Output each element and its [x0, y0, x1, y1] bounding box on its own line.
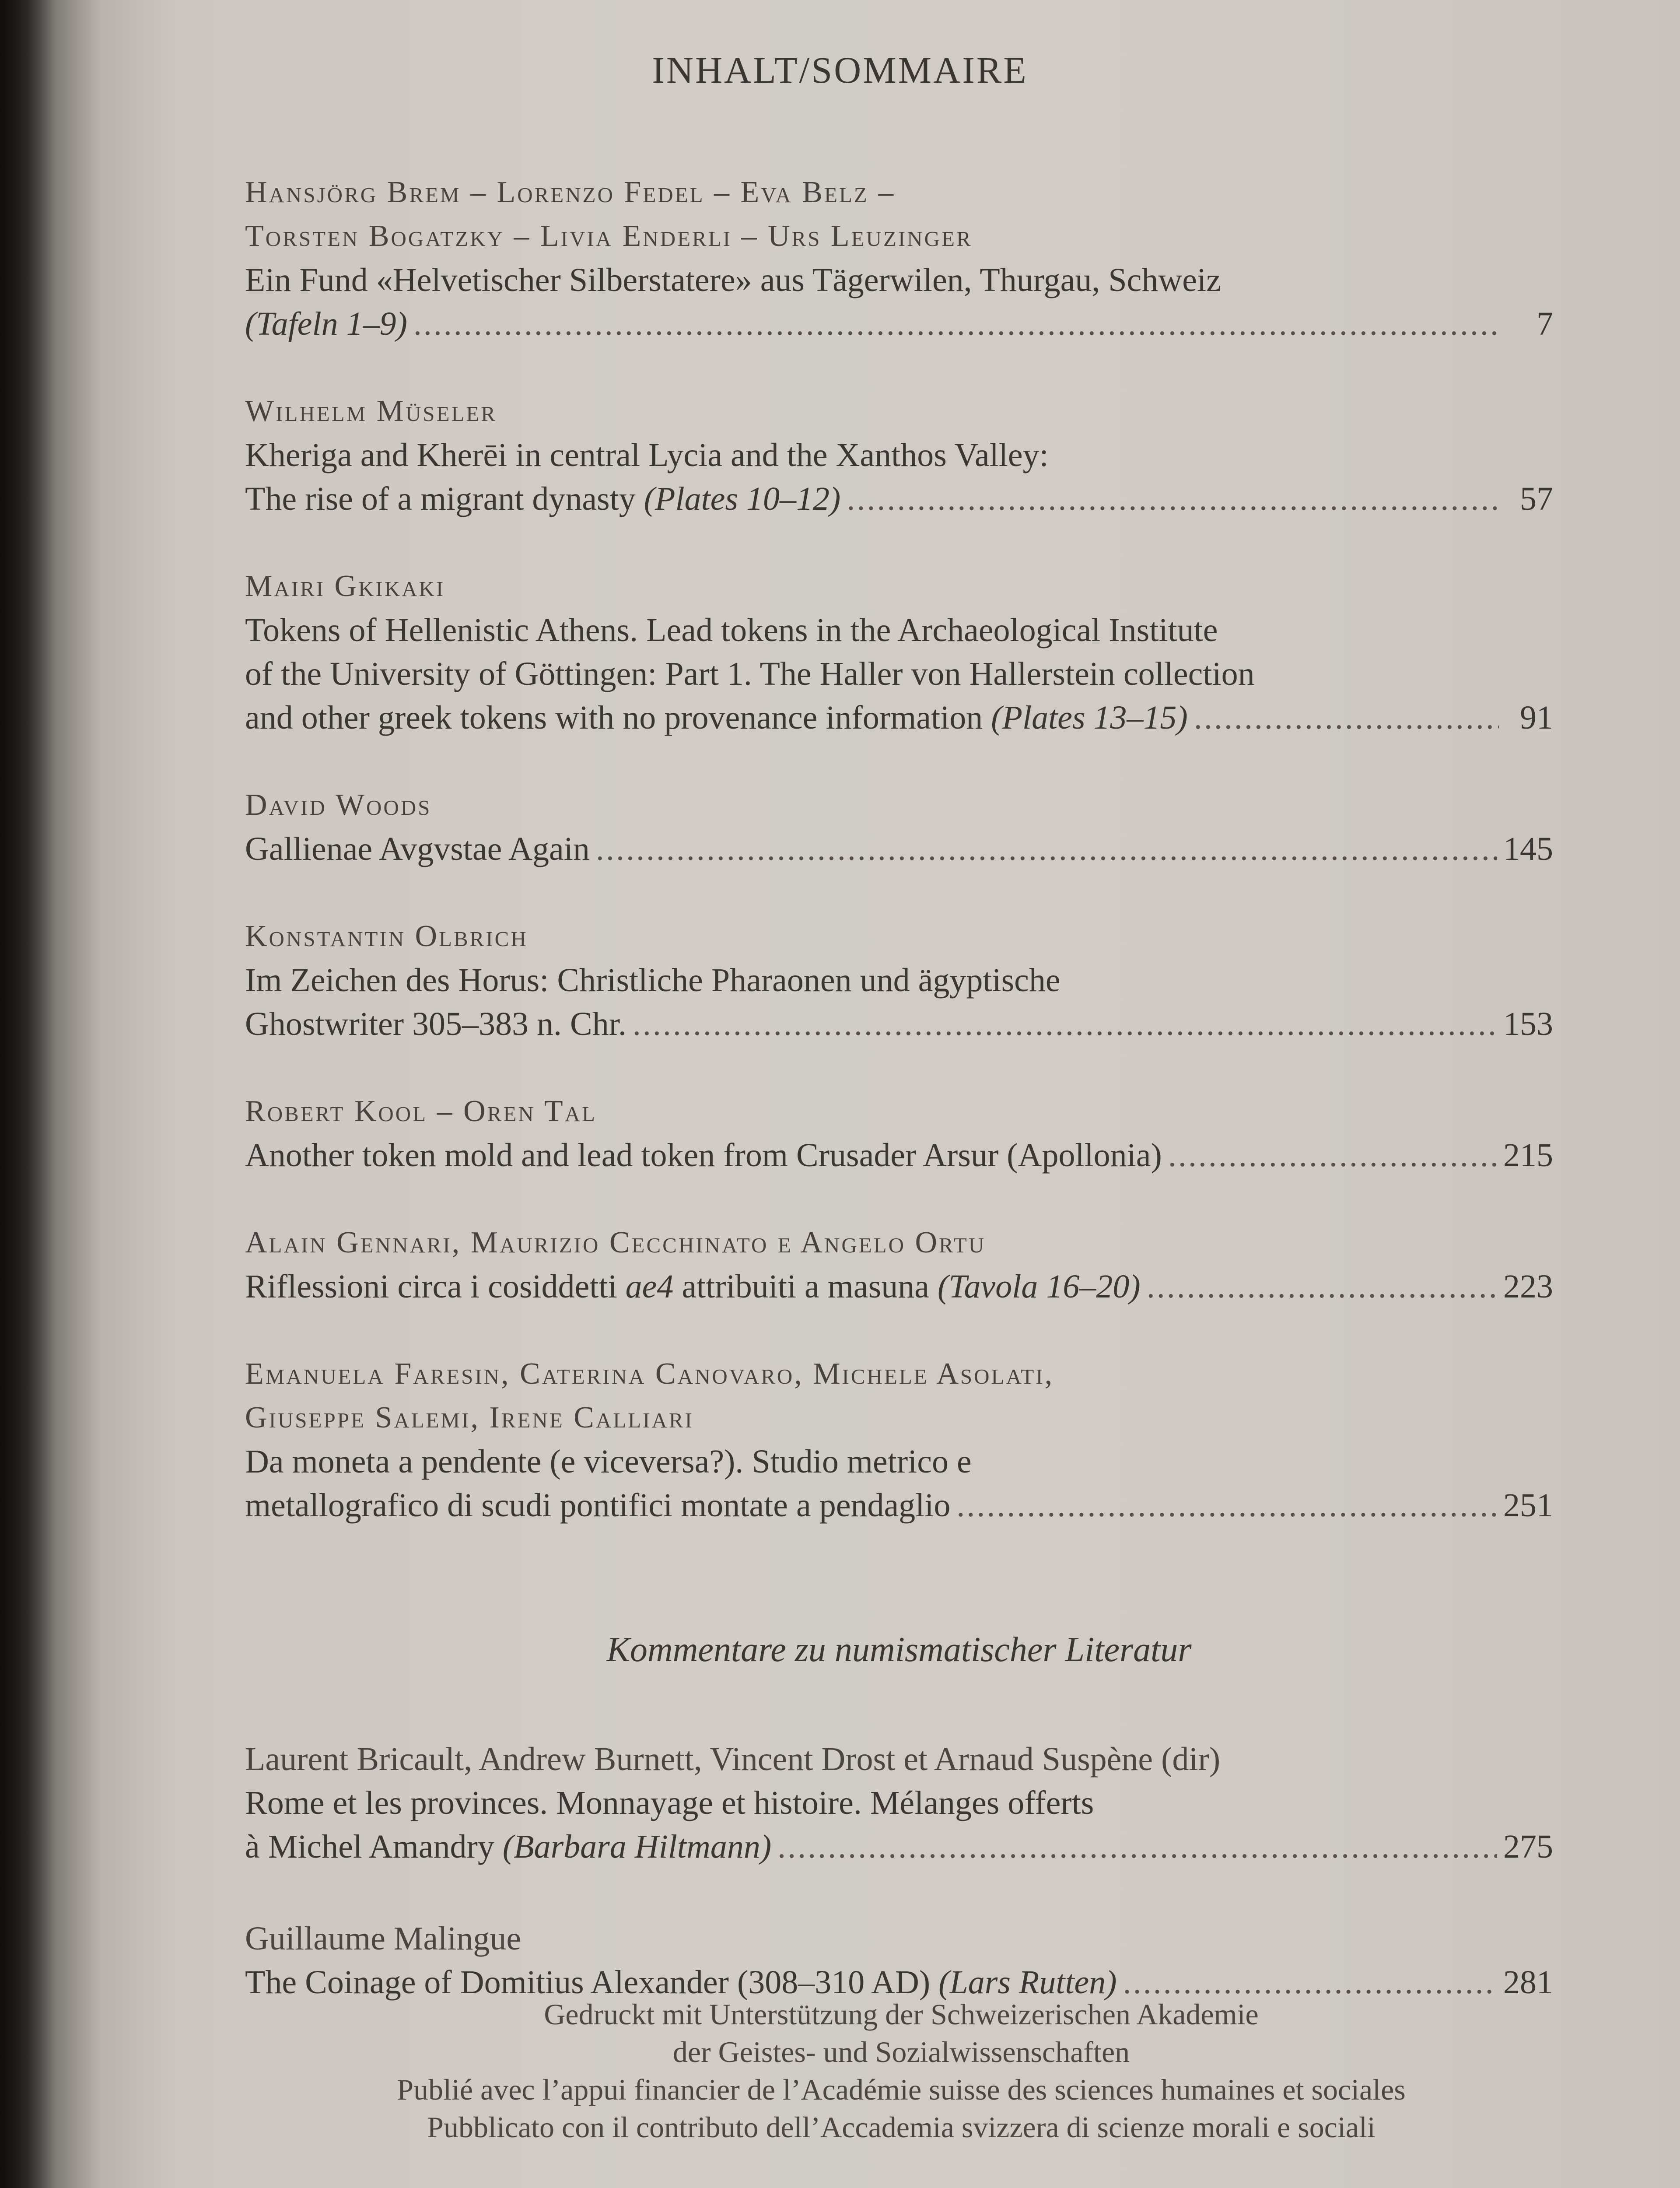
review-reviewer: (Lars Rutten) — [938, 1964, 1117, 2001]
entry-title-end: Another token mold and lead token from Crusader Arsur (Apollonia) — [245, 1137, 1162, 1174]
leader-dots — [413, 302, 1499, 346]
imprint-line: der Geistes- und Sozialwissenschaften — [672, 2035, 1130, 2069]
entry-title-line: Ein Fund «Helvetischer Silberstatere» aus Tägerwilen, Thurgau, Schweiz — [245, 262, 1221, 298]
toc-entry — [245, 1221, 1553, 1308]
entry-page-number: 57 — [1520, 480, 1553, 517]
entry-last-line — [245, 1002, 1553, 1046]
imprint-line: Pubblicato con il contributo dell’Accademia svizzera di scienze morali e sociali — [427, 2111, 1376, 2144]
toc-entry — [245, 565, 1553, 740]
toc-entry — [245, 915, 1553, 1046]
review-title-end: The Coinage of Domitius Alexander (308–310 AD) (Lars Rutten) — [245, 1964, 1117, 2001]
entry-authors: Konstantin Olbrich — [245, 919, 528, 953]
review-last-line — [245, 1825, 1553, 1869]
entry-page-number: 215 — [1503, 1137, 1553, 1174]
entry-last-line — [245, 1133, 1553, 1177]
entry-last-line — [245, 1483, 1553, 1527]
entry-last-line — [245, 477, 1553, 521]
leader-dots — [596, 827, 1497, 871]
entry-page-number: 153 — [1503, 1006, 1553, 1042]
entry-title-end: metallografico di scudi pontifici montate a pendaglio — [245, 1487, 951, 1524]
leader-dots — [633, 1002, 1497, 1046]
entry-authors: Mairi Gkikaki — [245, 569, 445, 603]
page-title: INHALT/SOMMAIRE — [652, 49, 1028, 91]
toc-entry — [245, 389, 1553, 521]
entry-authors: Giuseppe Salemi, Irene Calliari — [245, 1401, 694, 1434]
entry-title-line: Im Zeichen des Horus: Christliche Pharaonen und ägyptische — [245, 962, 1060, 999]
reviews-list — [245, 1737, 1553, 2004]
toc-entry — [245, 1352, 1553, 1527]
entry-authors: Robert Kool – Oren Tal — [245, 1094, 597, 1128]
imprint-line: Gedruckt mit Unterstützung der Schweizerischen Akademie — [544, 1998, 1259, 2031]
review-reviewer: (Barbara Hiltmann) — [502, 1828, 772, 1865]
review-authors: Laurent Bricault, Andrew Burnett, Vincent Drost et Arnaud Suspène (dir) — [245, 1741, 1221, 1778]
imprint-line: Publié avec l’appui financier de l’Académie suisse des sciences humaines et sociales — [397, 2073, 1406, 2106]
reviews-heading: Kommentare zu numismatischer Literatur — [606, 1630, 1192, 1669]
entry-plates: (Tafeln 1–9) — [245, 305, 407, 342]
entry-plates: (Tavola 16–20) — [937, 1268, 1141, 1305]
toc-entry — [245, 1090, 1553, 1177]
entry-page-number: 91 — [1520, 699, 1553, 736]
review-title-end: à Michel Amandry (Barbara Hiltmann) — [245, 1828, 772, 1865]
entry-title-line: Kheriga and Kherēi in central Lycia and the Xanthos Valley: — [245, 437, 1049, 473]
entry-title-end: Ghostwriter 305–383 n. Chr. — [245, 1006, 626, 1042]
entry-title-line: Da moneta a pendente (e viceversa?). Studio metrico e — [245, 1443, 972, 1480]
entry-title-end: Gallienae Avgvstae Again — [245, 831, 590, 867]
review-entry — [245, 1917, 1553, 2004]
leader-dots — [1147, 1265, 1497, 1308]
review-page-number: 275 — [1503, 1828, 1553, 1865]
leader-dots — [1168, 1133, 1497, 1177]
entry-page-number: 251 — [1503, 1487, 1553, 1524]
leader-dots — [777, 1825, 1497, 1869]
entry-plates: (Plates 13–15) — [991, 699, 1188, 736]
entry-authors: Wilhelm Müseler — [245, 394, 497, 428]
entry-authors: David Woods — [245, 788, 432, 822]
entry-last-line — [245, 696, 1553, 740]
review-title-line: Rome et les provinces. Monnayage et histoire. Mélanges offerts — [245, 1785, 1094, 1821]
entry-authors: Emanuela Faresin, Caterina Canovaro, Michele Asolati, — [245, 1357, 1054, 1391]
imprint-notice — [245, 1995, 1558, 2146]
entry-plates: (Plates 10–12) — [644, 480, 841, 517]
entry-authors: Hansjörg Brem – Lorenzo Fedel – Eva Belz – — [245, 175, 896, 209]
entry-page-number: 7 — [1536, 305, 1553, 342]
entry-authors: Torsten Bogatzky – Livia Enderli – Urs Leuzinger — [245, 219, 973, 253]
entry-last-line — [245, 1265, 1553, 1308]
entry-title-line: Tokens of Hellenistic Athens. Lead tokens in the Archaeological Institute — [245, 612, 1218, 649]
entry-authors: Alain Gennari, Maurizio Cecchinato e Angelo Ortu — [245, 1226, 986, 1259]
entry-last-line — [245, 827, 1553, 871]
review-authors: Guillaume Malingue — [245, 1920, 522, 1957]
entry-page-number: 145 — [1503, 831, 1553, 867]
review-page-number: 281 — [1503, 1964, 1553, 2001]
entry-last-line — [245, 302, 1553, 346]
leader-dots — [847, 477, 1499, 521]
entry-page-number: 223 — [1503, 1268, 1553, 1305]
book-spine-shadow — [0, 0, 57, 2188]
entry-title-end: and other greek tokens with no provenance information (Plates 13–15) — [245, 699, 1188, 736]
review-entry — [245, 1737, 1553, 1869]
leader-dots — [956, 1483, 1497, 1527]
leader-dots — [1194, 696, 1499, 740]
entry-title-end: Riflessioni circa i cosiddetti ae4 attribuiti a masuna (Tavola 16–20) — [245, 1268, 1141, 1305]
table-of-contents — [245, 171, 1553, 2052]
entry-title-line: of the University of Göttingen: Part 1. The Haller von Hallerstein collection — [245, 656, 1255, 692]
toc-entry — [245, 783, 1553, 871]
toc-entry — [245, 171, 1553, 346]
entry-title-end: The rise of a migrant dynasty (Plates 10–12) — [245, 480, 841, 517]
